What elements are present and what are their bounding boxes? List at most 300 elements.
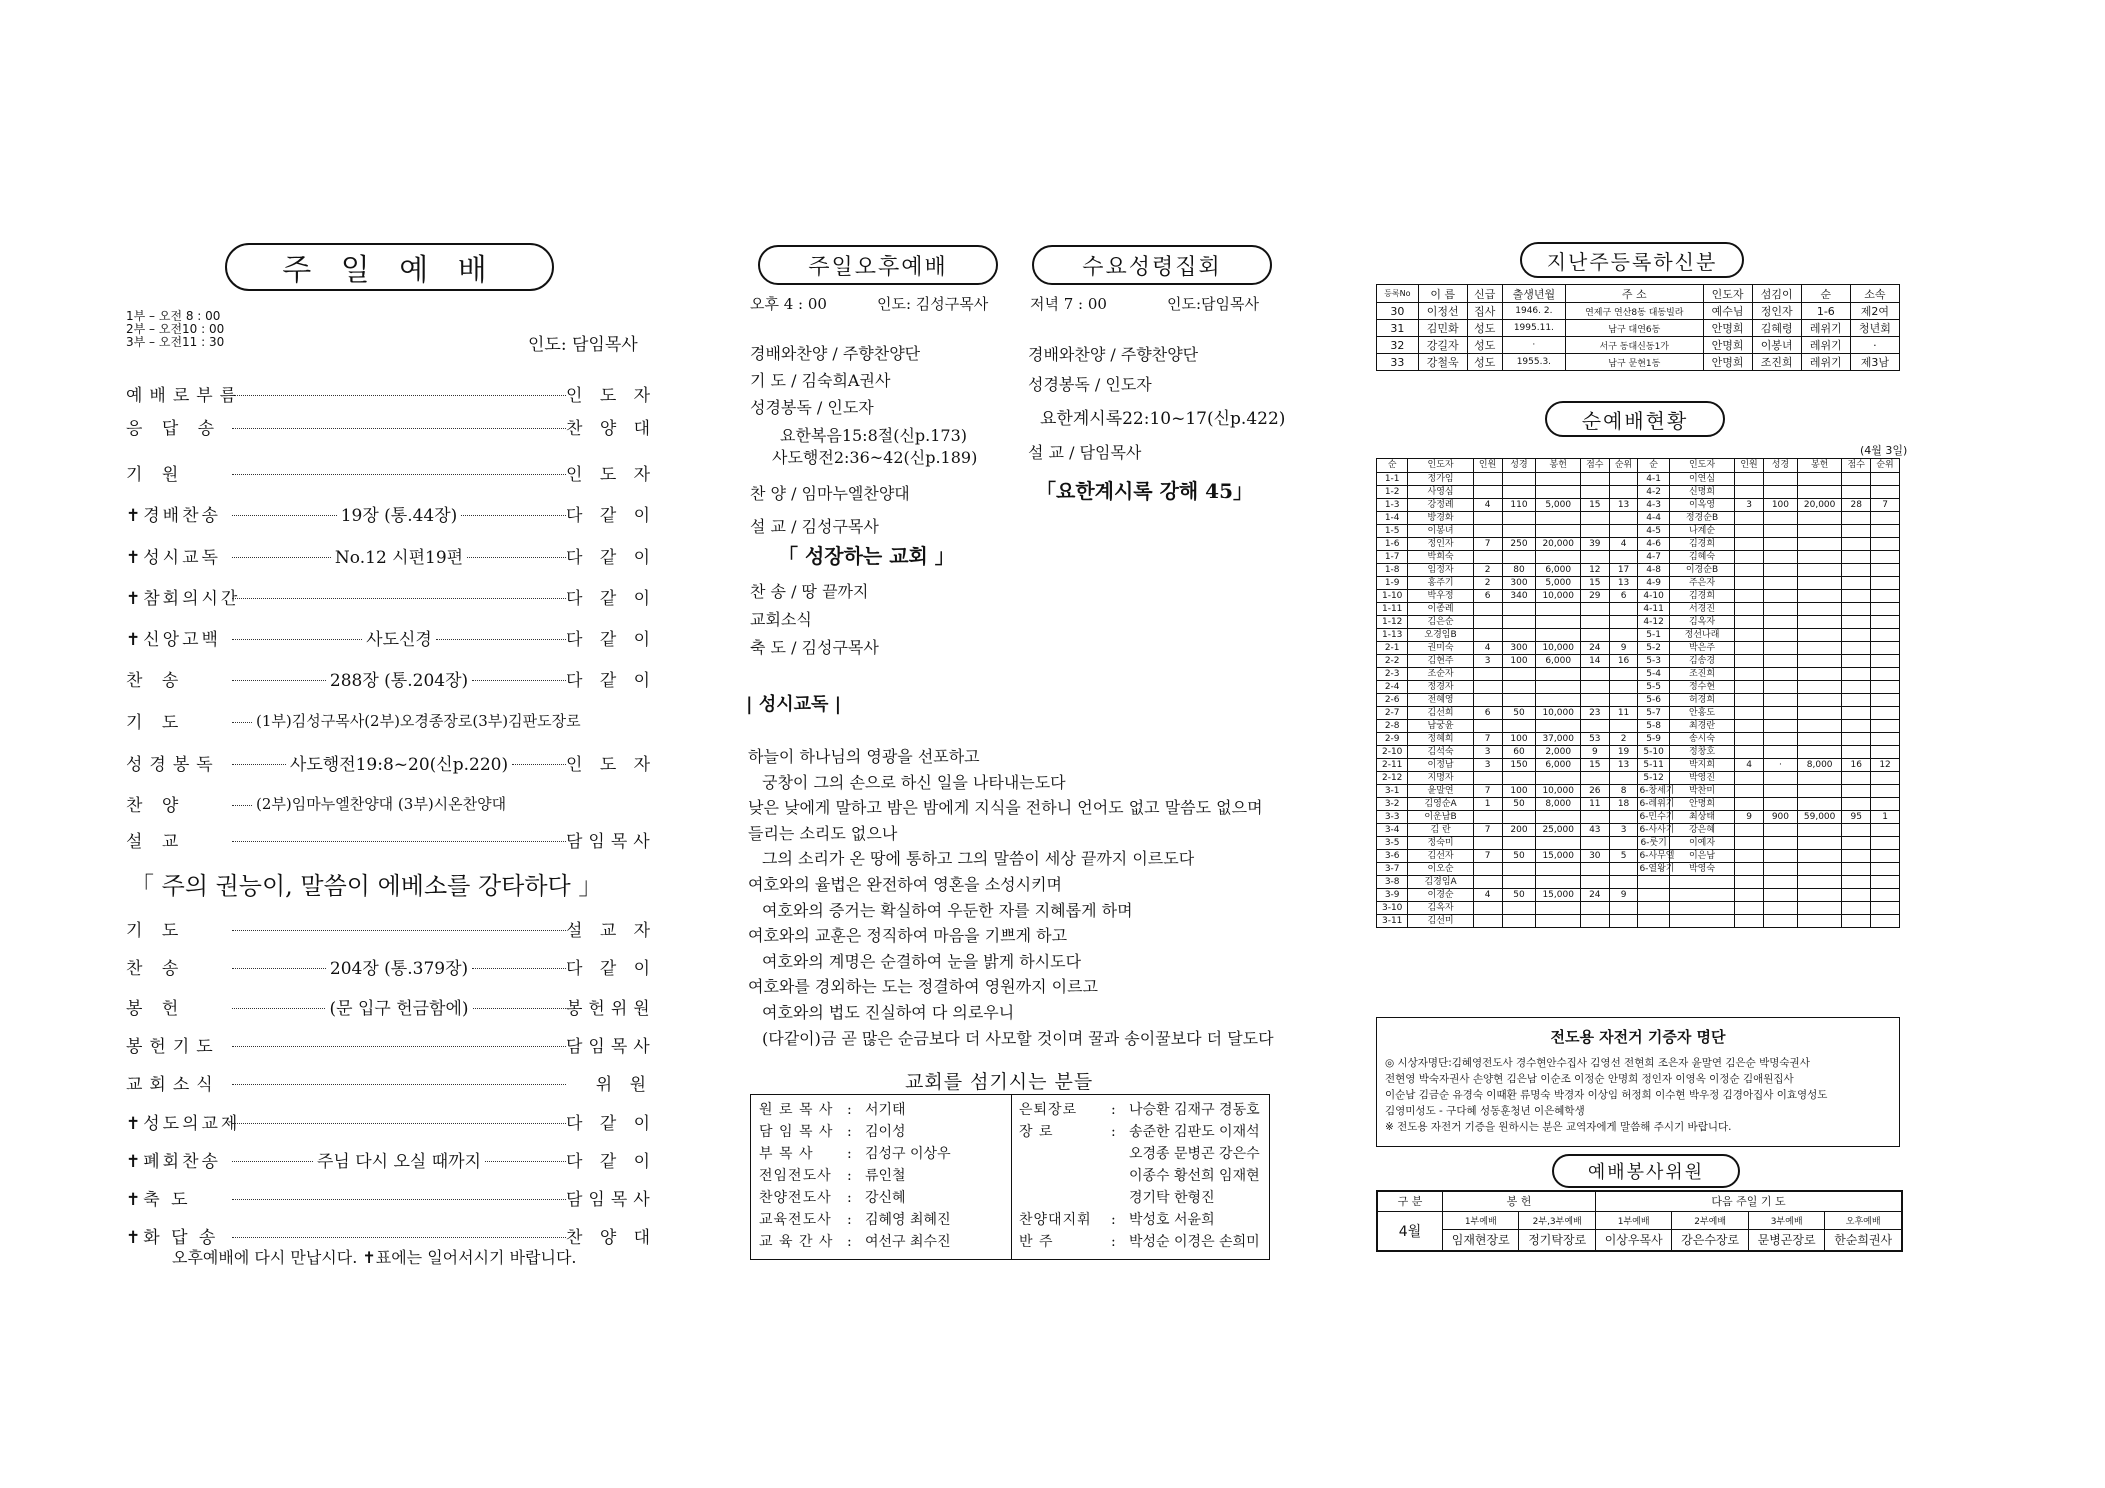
service-time-2: 2부 – 오전10 : 00 — [126, 322, 225, 336]
attendance-header: 점수 — [1580, 459, 1609, 473]
order-item — [126, 1223, 657, 1248]
attendance-header: 순 — [1638, 459, 1669, 473]
order-item-detail: 19장 (통.44장) — [340, 505, 458, 526]
order-item — [126, 1147, 657, 1172]
attendance-cell: 4-4 — [1638, 512, 1669, 525]
wednesday-time: 저녁 7 : 00 — [1030, 295, 1107, 313]
attendance-cell: 1-13 — [1377, 629, 1408, 642]
attendance-cell: 16 — [1842, 759, 1871, 772]
afternoon-line: 축 도 / 김성구목사 — [750, 638, 879, 657]
attendance-cell — [1797, 707, 1841, 720]
attendance-cell — [1536, 603, 1580, 616]
attendance-cell: 5-7 — [1638, 707, 1669, 720]
attendance-cell: 2-1 — [1377, 642, 1408, 655]
attendance-cell — [1842, 629, 1871, 642]
attendance-cell — [1735, 577, 1764, 590]
attendance-cell: 6-민수기 — [1639, 812, 1675, 822]
attendance-cell: 김혜숙 — [1669, 551, 1734, 564]
attendance-cell — [1842, 850, 1871, 863]
order-item-detail: 주님 다시 오실 때까지 — [317, 1151, 482, 1172]
server-names: 류인철 — [865, 1168, 906, 1184]
attendance-cell: 15 — [1580, 577, 1609, 590]
attendance-cell — [1763, 694, 1797, 707]
afternoon-leader: 인도: 김성구목사 — [877, 295, 989, 313]
attendance-cell: 59,000 — [1797, 811, 1841, 824]
attendance-row — [1377, 811, 1900, 824]
order-item — [126, 1185, 656, 1210]
attendance-cell — [1609, 863, 1638, 876]
attendance-cell — [1797, 746, 1841, 759]
order-item — [126, 414, 657, 439]
attendance-row — [1377, 629, 1900, 642]
order-item — [126, 708, 652, 732]
order-item-responsible: 인 도 자 — [566, 464, 657, 485]
attendance-cell — [1473, 525, 1502, 538]
attendance-cell — [1842, 655, 1871, 668]
attendance-cell — [1842, 577, 1871, 590]
attendance-row — [1377, 720, 1900, 733]
attendance-cell: 15 — [1580, 499, 1609, 512]
attendance-cell — [1609, 915, 1638, 928]
attendance-row — [1377, 850, 1900, 863]
attendance-cell: 30 — [1580, 850, 1609, 863]
service-header-offering: 봉 헌 — [1443, 1191, 1596, 1211]
attendance-cell — [1536, 525, 1580, 538]
main-footer-note: 오후예배에 다시 만납시다. ✝표에는 일어서시기 바랍니다. — [172, 1248, 577, 1267]
newcomers-cell: 레위기 — [1801, 320, 1850, 337]
attendance-cell — [1763, 915, 1797, 928]
attendance-cell: 3-5 — [1377, 837, 1408, 850]
attendance-cell — [1842, 616, 1871, 629]
attendance-row — [1377, 616, 1900, 629]
newcomers-cell: 31 — [1377, 320, 1419, 337]
attendance-cell — [1842, 785, 1871, 798]
bicycle-note: ※ 전도용 자전거 기증을 원하시는 분은 교역자에게 말씀해 주시기 바랍니다. — [1385, 1121, 1732, 1133]
attendance-cell — [1473, 551, 1502, 564]
server-names: 이종수 황선희 임재현 — [1129, 1168, 1260, 1184]
newcomers-cell: 1-6 — [1801, 303, 1850, 320]
attendance-cell — [1502, 915, 1536, 928]
afternoon-line: 설 교 / 김성구목사 — [750, 517, 879, 536]
attendance-cell — [1871, 876, 1900, 889]
attendance-cell: 남궁윤 — [1408, 720, 1473, 733]
attendance-cell — [1797, 889, 1841, 902]
server-role: 부 목 사 — [759, 1146, 814, 1162]
order-item-label: 응 답 송 — [126, 418, 222, 439]
order-item-detail: No.12 시편19편 — [334, 547, 464, 568]
attendance-cell — [1763, 824, 1797, 837]
wednesday-line: 설 교 / 담임목사 — [1028, 443, 1142, 462]
server-names: 김성구 이상우 — [865, 1146, 951, 1162]
attendance-cell — [1609, 681, 1638, 694]
attendance-cell: 50 — [1502, 850, 1536, 863]
attendance-cell — [1763, 850, 1797, 863]
attendance-cell — [1871, 824, 1900, 837]
attendance-cell — [1763, 902, 1797, 915]
wednesday-title: 수요성령집회 — [1082, 254, 1222, 280]
attendance-cell: 1-6 — [1377, 538, 1408, 551]
attendance-cell — [1502, 837, 1536, 850]
attendance-cell — [1797, 694, 1841, 707]
attendance-cell: 박지희 — [1669, 759, 1734, 772]
attendance-header: 점수 — [1842, 459, 1871, 473]
attendance-cell: 4-5 — [1638, 525, 1669, 538]
attendance-cell — [1735, 707, 1764, 720]
attendance-cell: 4-1 — [1638, 473, 1669, 486]
newcomers-row — [1377, 303, 1900, 320]
attendance-cell — [1871, 720, 1900, 733]
attendance-cell: 나계순 — [1669, 525, 1734, 538]
attendance-cell — [1797, 863, 1841, 876]
attendance-cell — [1763, 837, 1797, 850]
server-role: 찬양대지휘 — [1019, 1212, 1092, 1228]
psalm-line: 들리는 소리도 없으나 — [748, 823, 898, 843]
attendance-cell: 2,000 — [1536, 746, 1580, 759]
attendance-cell — [1609, 616, 1638, 629]
service-time-1: 1부 – 오전 8 : 00 — [126, 309, 221, 323]
newcomers-title-box — [1520, 242, 1744, 278]
attendance-cell: 2-8 — [1377, 720, 1408, 733]
servers-left-list — [759, 1099, 951, 1253]
attendance-cell: 3-1 — [1377, 785, 1408, 798]
attendance-cell: 윤말연 — [1408, 785, 1473, 798]
afternoon-line: 교회소식 — [750, 610, 812, 629]
attendance-cell — [1797, 629, 1841, 642]
attendance-cell: 2-6 — [1377, 694, 1408, 707]
attendance-cell — [1871, 538, 1900, 551]
attendance-cell: 정창호 — [1669, 746, 1734, 759]
service-month: 4월 — [1377, 1211, 1443, 1251]
attendance-cell: 6 — [1473, 707, 1502, 720]
attendance-cell: 3-6 — [1377, 850, 1408, 863]
attendance-cell — [1871, 733, 1900, 746]
attendance-title: 순예배현황 — [1581, 408, 1689, 433]
attendance-cell: 3 — [1609, 824, 1638, 837]
attendance-cell — [1871, 694, 1900, 707]
attendance-cell — [1580, 616, 1609, 629]
attendance-cell: 박은주 — [1669, 642, 1734, 655]
newcomers-header: 이 름 — [1418, 285, 1467, 303]
attendance-row — [1377, 590, 1900, 603]
server-role: 교육전도사 — [759, 1212, 832, 1228]
attendance-cell: 100 — [1502, 785, 1536, 798]
attendance-cell — [1797, 850, 1841, 863]
attendance-row — [1377, 681, 1900, 694]
attendance-cell: 최경란 — [1669, 720, 1734, 733]
newcomers-cell: 30 — [1377, 303, 1419, 320]
order-item-label: ✝폐회찬송 — [126, 1151, 221, 1172]
attendance-cell: 4 — [1473, 642, 1502, 655]
attendance-cell — [1536, 876, 1580, 889]
attendance-cell: 23 — [1580, 707, 1609, 720]
attendance-cell — [1797, 551, 1841, 564]
attendance-row — [1377, 785, 1900, 798]
attendance-cell — [1735, 551, 1764, 564]
attendance-cell — [1609, 876, 1638, 889]
order-item-label: ✝경배찬송 — [126, 505, 221, 526]
attendance-cell: 5-9 — [1638, 733, 1669, 746]
attendance-row — [1377, 694, 1900, 707]
server-names: 경기탁 한형진 — [1129, 1190, 1215, 1206]
attendance-cell: 4 — [1609, 538, 1638, 551]
attendance-cell — [1842, 486, 1871, 499]
attendance-row — [1377, 486, 1900, 499]
afternoon-line: 찬 양 / 임마누엘찬양대 — [750, 484, 910, 503]
attendance-cell: 김송경 — [1669, 655, 1734, 668]
newcomers-cell: 1946. 2. — [1502, 303, 1565, 320]
attendance-cell: 4-3 — [1638, 499, 1669, 512]
attendance-cell: · — [1763, 759, 1797, 772]
attendance-date: (4월 3일) — [1860, 444, 1908, 457]
attendance-cell — [1842, 889, 1871, 902]
server-row: 부 목 사 : 김성구 이상우 — [759, 1143, 951, 1165]
attendance-cell: 1 — [1871, 811, 1900, 824]
attendance-cell: 3-7 — [1377, 863, 1408, 876]
attendance-cell — [1797, 590, 1841, 603]
attendance-cell — [1609, 473, 1638, 486]
attendance-row — [1377, 876, 1900, 889]
server-names: 나승환 김재구 경동호 — [1129, 1102, 1260, 1118]
attendance-cell — [1871, 902, 1900, 915]
attendance-cell: 6-사무엘 — [1639, 851, 1675, 861]
attendance-cell — [1735, 694, 1764, 707]
order-item-leader-line — [232, 750, 566, 775]
attendance-cell — [1580, 811, 1609, 824]
order-item-detail: 288장 (통.204장) — [329, 670, 469, 691]
order-item — [126, 666, 657, 691]
newcomers-header: 출생년월 — [1502, 285, 1565, 303]
attendance-cell: 60 — [1502, 746, 1536, 759]
attendance-cell: 80 — [1502, 564, 1536, 577]
attendance-cell — [1871, 798, 1900, 811]
attendance-cell: 2 — [1473, 564, 1502, 577]
order-item-detail: 사도행전19:8~20(신p.220) — [289, 754, 509, 775]
attendance-row — [1377, 707, 1900, 720]
attendance-cell: 1-5 — [1377, 525, 1408, 538]
attendance-cell — [1638, 902, 1669, 915]
psalm-line: 여호와를 경외하는 도는 정결하여 영원까지 이르고 — [748, 977, 1099, 997]
attendance-cell: 김선희 — [1408, 707, 1473, 720]
attendance-cell: 4-10 — [1638, 590, 1669, 603]
order-item — [126, 543, 657, 568]
attendance-cell — [1842, 603, 1871, 616]
psalm-line: 여호와의 법도 진실하여 다 의로우니 — [762, 1003, 1015, 1022]
attendance-cell: 이은남 — [1669, 850, 1734, 863]
attendance-cell — [1669, 915, 1734, 928]
attendance-row — [1377, 759, 1900, 772]
attendance-cell: 4 — [1473, 499, 1502, 512]
attendance-cell: 사영심 — [1408, 486, 1473, 499]
attendance-cell — [1797, 577, 1841, 590]
attendance-cell: 김선미 — [1408, 915, 1473, 928]
attendance-cell: 이경순B — [1669, 564, 1734, 577]
attendance-cell: 1 — [1473, 798, 1502, 811]
server-names: 김혜영 최혜진 — [865, 1212, 951, 1228]
attendance-cell: 5-4 — [1638, 668, 1669, 681]
attendance-cell — [1763, 733, 1797, 746]
attendance-cell — [1871, 525, 1900, 538]
attendance-cell — [1609, 525, 1638, 538]
attendance-cell: 9 — [1580, 746, 1609, 759]
attendance-cell: 15 — [1580, 759, 1609, 772]
newcomers-cell: 성도 — [1467, 337, 1502, 354]
attendance-cell: 김 란 — [1408, 824, 1473, 837]
attendance-cell: 정경순B — [1669, 512, 1734, 525]
attendance-cell: 110 — [1502, 499, 1536, 512]
attendance-cell: 2-11 — [1377, 759, 1408, 772]
attendance-cell: 1-10 — [1377, 590, 1408, 603]
attendance-cell — [1763, 551, 1797, 564]
attendance-cell — [1609, 629, 1638, 642]
attendance-cell: 임정자 — [1408, 564, 1473, 577]
attendance-cell — [1502, 486, 1536, 499]
order-item-leader-line — [232, 793, 652, 814]
server-names: 강신혜 — [865, 1190, 906, 1206]
attendance-cell — [1871, 603, 1900, 616]
attendance-cell: 28 — [1842, 499, 1871, 512]
attendance-cell — [1797, 681, 1841, 694]
attendance-cell — [1871, 486, 1900, 499]
attendance-cell — [1609, 772, 1638, 785]
attendance-cell — [1735, 720, 1764, 733]
attendance-cell — [1871, 915, 1900, 928]
newcomers-cell: 연제구 연산8동 대동빌라 — [1565, 303, 1703, 320]
order-item-detail: (문 입구 헌금함에) — [329, 998, 469, 1019]
order-item — [126, 1070, 652, 1094]
attendance-cell: 11 — [1609, 707, 1638, 720]
attendance-row — [1377, 798, 1900, 811]
server-role — [1019, 1143, 1111, 1165]
attendance-cell — [1473, 915, 1502, 928]
servers-right-list — [1019, 1099, 1260, 1253]
psalm-line: 여호와의 계명은 순결하여 눈을 밝게 하시도다 — [762, 951, 1082, 971]
attendance-cell: 5-12 — [1638, 772, 1669, 785]
attendance-cell: 300 — [1502, 577, 1536, 590]
server-role: 전임전도사 — [759, 1168, 832, 1184]
attendance-cell: 홍주기 — [1408, 577, 1473, 590]
attendance-header: 순위 — [1609, 459, 1638, 473]
attendance-cell — [1536, 629, 1580, 642]
order-item — [126, 584, 657, 609]
order-item-responsible: 설 교 자 — [566, 920, 657, 941]
afternoon-line: 사도행전2:36~42(신p.189) — [772, 448, 978, 467]
attendance-cell — [1842, 590, 1871, 603]
bicycle-line: 전현영 박숙자권사 손양현 김은남 이순조 이정순 안명희 정인자 이영옥 이정순 김애원집사 — [1385, 1073, 1794, 1085]
attendance-cell: 이경순 — [1408, 889, 1473, 902]
attendance-cell — [1473, 811, 1502, 824]
attendance-cell — [1842, 837, 1871, 850]
attendance-cell — [1735, 642, 1764, 655]
attendance-cell — [1502, 811, 1536, 824]
attendance-cell: 박찬미 — [1669, 785, 1734, 798]
order-item — [126, 1109, 657, 1134]
attendance-cell — [1669, 902, 1734, 915]
attendance-cell: 3 — [1473, 655, 1502, 668]
attendance-cell: 5 — [1609, 850, 1638, 863]
attendance-cell — [1473, 512, 1502, 525]
afternoon-program-2 — [750, 578, 879, 662]
service-header-label: 구 분 — [1377, 1191, 1443, 1211]
attendance-cell — [1763, 889, 1797, 902]
attendance-cell: 6,000 — [1536, 759, 1580, 772]
attendance-cell: 18 — [1609, 798, 1638, 811]
attendance-cell — [1502, 603, 1536, 616]
order-item-responsible: 다 같 이 — [566, 505, 657, 526]
newcomers-row — [1377, 337, 1900, 354]
attendance-cell — [1735, 603, 1764, 616]
attendance-cell — [1763, 798, 1797, 811]
newcomers-cell: 1955.3. — [1502, 354, 1565, 371]
attendance-cell: 19 — [1609, 746, 1638, 759]
order-item-label: 설 교 — [126, 831, 186, 852]
server-row — [1019, 1187, 1260, 1209]
attendance-cell — [1842, 902, 1871, 915]
order-item-label: 성경봉독 — [126, 754, 220, 775]
attendance-cell — [1797, 525, 1841, 538]
attendance-cell — [1473, 668, 1502, 681]
newcomers-cell: 조진희 — [1752, 354, 1801, 371]
attendance-cell: 1-1 — [1377, 473, 1408, 486]
order-item-leader-line — [232, 666, 566, 691]
attendance-cell — [1536, 512, 1580, 525]
attendance-cell: 1-11 — [1377, 603, 1408, 616]
attendance-cell: 6-룻기 — [1638, 837, 1669, 850]
attendance-cell — [1735, 824, 1764, 837]
newcomers-cell: 성도 — [1467, 354, 1502, 371]
attendance-cell — [1735, 915, 1764, 928]
attendance-cell — [1871, 772, 1900, 785]
order-item-label: 기 원 — [126, 464, 186, 485]
attendance-header: 인원 — [1735, 459, 1764, 473]
attendance-row — [1377, 551, 1900, 564]
attendance-cell: 8,000 — [1536, 798, 1580, 811]
attendance-cell: 2 — [1473, 577, 1502, 590]
order-item-label: 기 도 — [126, 712, 186, 733]
order-item — [126, 1032, 656, 1057]
server-row: 교육전도사 : 김혜영 최혜진 — [759, 1209, 951, 1231]
server-names: 서기태 — [865, 1102, 906, 1118]
attendance-cell — [1871, 473, 1900, 486]
attendance-cell: 9 — [1609, 889, 1638, 902]
attendance-cell: 1-3 — [1377, 499, 1408, 512]
server-row: 찬양대지휘 : 박성호 서윤희 — [1019, 1209, 1260, 1231]
server-names: 박성호 서윤희 — [1129, 1212, 1215, 1228]
attendance-cell — [1763, 512, 1797, 525]
newcomers-header: 소속 — [1850, 285, 1899, 303]
attendance-cell: 2-9 — [1377, 733, 1408, 746]
order-item-responsible: 다 같 이 — [566, 1151, 657, 1172]
attendance-cell — [1842, 681, 1871, 694]
attendance-cell: 1-8 — [1377, 564, 1408, 577]
attendance-cell — [1536, 486, 1580, 499]
attendance-cell — [1580, 772, 1609, 785]
attendance-cell: 정수현 — [1669, 681, 1734, 694]
attendance-cell: 13 — [1609, 577, 1638, 590]
attendance-cell — [1580, 681, 1609, 694]
attendance-cell — [1871, 577, 1900, 590]
attendance-cell — [1580, 512, 1609, 525]
attendance-cell: 10,000 — [1536, 642, 1580, 655]
attendance-cell — [1871, 850, 1900, 863]
attendance-row — [1377, 538, 1900, 551]
attendance-cell — [1536, 915, 1580, 928]
attendance-cell — [1871, 616, 1900, 629]
attendance-cell: 16 — [1609, 655, 1638, 668]
attendance-cell: 3-8 — [1377, 876, 1408, 889]
attendance-table — [1376, 458, 1900, 928]
psalm-line: 하늘이 하나님의 영광을 선포하고 — [748, 747, 980, 766]
newcomers-row — [1377, 320, 1900, 337]
